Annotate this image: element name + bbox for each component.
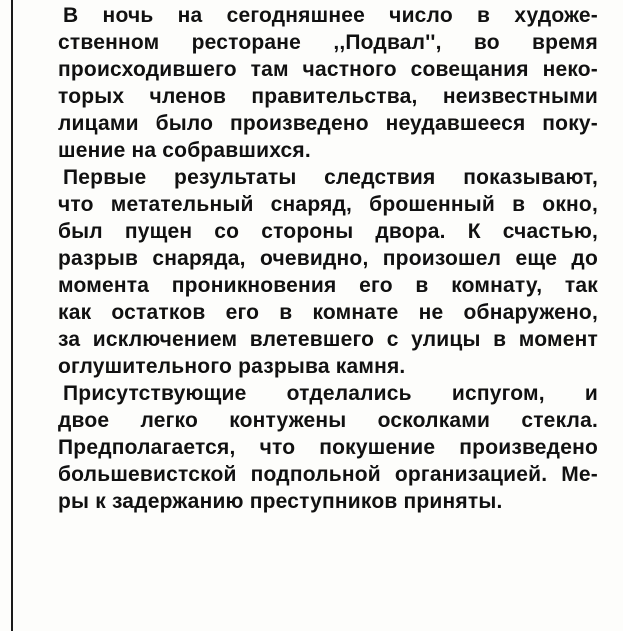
- article-line: ры к задержанию преступников приняты.: [58, 490, 503, 513]
- article-line: Предполагается, что покушение произведено: [58, 436, 598, 459]
- article-line: разрыв снаряда, очевидно, произошел еще до: [58, 247, 598, 270]
- article-line: что метательный снаряд, брошенный в окно,: [58, 193, 598, 216]
- article-body: [58, 2, 598, 515]
- article-line: Присутствующие отделались испугом, и: [63, 382, 598, 405]
- article-line: Первые результаты следствия показывают,: [63, 166, 598, 189]
- article-line: был пущен со стороны двора. К счастью,: [58, 220, 598, 243]
- article-line: торых членов правительства, неизвестными: [58, 85, 598, 108]
- article-line: В ночь на сегодняшнее число в художе-: [63, 4, 598, 27]
- column-rule: [11, 0, 13, 631]
- article-line: как остатков его в комнате не обнаружено,: [58, 301, 598, 324]
- article-line: оглушительного разрыва камня.: [58, 355, 406, 378]
- article-line: момента проникновения его в комнату, так: [58, 274, 598, 297]
- article-line: двое легко контужены осколками стекла.: [58, 409, 598, 432]
- article-line: за исключением влетевшего с улицы в момент: [58, 328, 598, 351]
- article-line: шение на собравшихся.: [58, 139, 311, 162]
- article-line: большевистской подпольной организацией. Ме-: [58, 463, 598, 486]
- article-line: ственном ресторане ,,Подвал'', во время: [58, 31, 598, 54]
- article-line: происходившего там частного совещания неко-: [58, 58, 598, 81]
- article-line: лицами было произведено неудавшееся поку-: [58, 112, 598, 135]
